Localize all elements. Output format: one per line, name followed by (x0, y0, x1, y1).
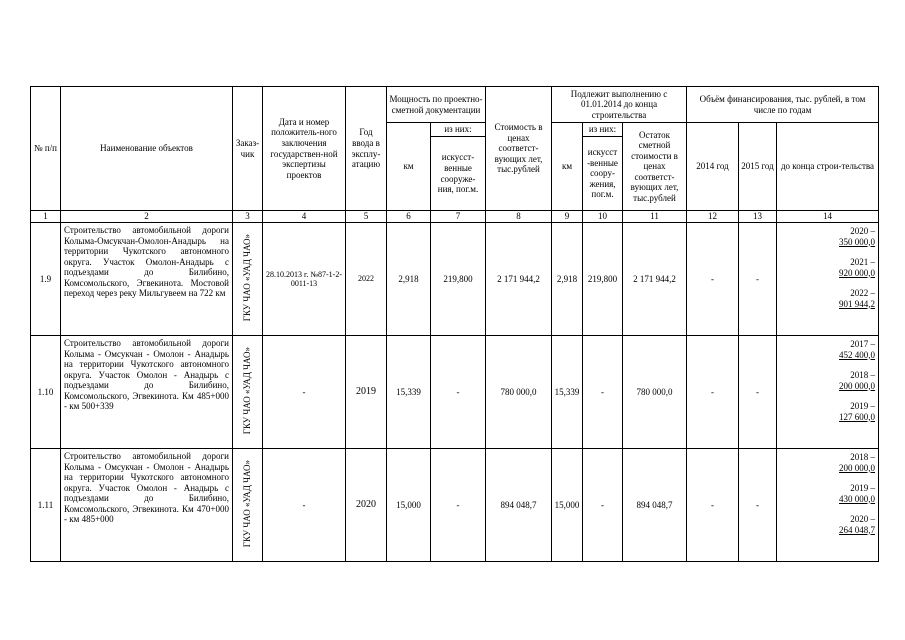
remaining-cell: 780 000,0 (623, 336, 687, 449)
header-name: Наименование объектов (61, 87, 233, 211)
col-number: 8 (486, 211, 552, 223)
fin-year: 2018 – (850, 370, 876, 381)
fin-amount: 901 944,2 (839, 298, 876, 309)
fin-amount: 264 048,7 (839, 524, 876, 535)
objects-table (30, 86, 879, 562)
row-num: 1.10 (31, 336, 61, 449)
y2014-cell: - (687, 223, 739, 336)
year-cell: 2020 (346, 449, 387, 562)
col-number: 14 (777, 211, 879, 223)
col-number: 9 (552, 211, 583, 223)
todo-km-cell: 15,000 (552, 449, 583, 562)
object-name: Строительство автомобильной дороги Колыма - Омсукчан - Омолон - Анадырь на территории Чукотского автономного округа. Участок Омолон - Анадырь с подъездами до Билибино, Комсомольского, Эгвекинота. Км 485+000 - км 500+339 (61, 336, 233, 449)
cost-cell: 780 000,0 (486, 336, 552, 449)
header-capacity-km: км (387, 123, 431, 211)
expertise-cell: - (263, 336, 346, 449)
col-number: 13 (739, 211, 777, 223)
header-cost: Стоимость в ценах соответст-вующих лет, тыс.рублей (486, 87, 552, 211)
header-todo-km: км (552, 123, 583, 211)
table-row (31, 336, 879, 449)
col-number: 2 (61, 211, 233, 223)
fin-year: 2018 – (850, 452, 876, 462)
struct-cell: 219,800 (431, 223, 486, 336)
y2015-cell: - (739, 223, 777, 336)
customer-label: ГКУ ЧАО «УАД ЧАО» (242, 347, 253, 435)
header-todo-remaining: Остаток сметной стоимости в ценах соответст-вующих лет, тыс.рублей (623, 123, 687, 211)
fin-year: 2022 – (850, 288, 876, 299)
expertise-cell: - (263, 449, 346, 562)
fin-year: 2017 – (850, 339, 876, 349)
km-cell: 15,000 (387, 449, 431, 562)
object-name: Строительство автомобильной дороги Колыма-Омсукчан-Омолон-Анадырь на территории Чукотского автономного округа. Участок Омолон-Анадырь с подъездами до Билибино, Комсомольского, Эгвекинота. Мостовой переход через реку Мильгувеем на 722 км (61, 223, 233, 336)
col-number: 5 (346, 211, 387, 223)
customer-cell (233, 336, 263, 449)
header-year-commission: Год ввода в эксплу-атацию (346, 87, 387, 211)
customer-label: ГКУ ЧАО «УАД ЧАО» (242, 460, 253, 548)
fin-cell (777, 223, 879, 336)
col-number: 4 (263, 211, 346, 223)
fin-amount: 430 000,0 (839, 493, 876, 504)
col-number: 6 (387, 211, 431, 223)
col-number: 3 (233, 211, 263, 223)
fin-amount: 200 000,0 (839, 462, 876, 473)
col-number: 10 (583, 211, 623, 223)
column-numbers-row (31, 211, 879, 223)
header-capacity-of-which: из них: (431, 123, 486, 137)
year-cell: 2019 (346, 336, 387, 449)
fin-amount: 350 000,0 (839, 236, 876, 247)
customer-label: ГКУ ЧАО «УАД ЧАО» (242, 234, 253, 322)
fin-year: 2020 – (850, 514, 876, 525)
fin-amount: 200 000,0 (839, 380, 876, 391)
table-row (31, 449, 879, 562)
col-number: 1 (31, 211, 61, 223)
fin-amount: 452 400,0 (839, 349, 876, 360)
header-todo-of-which: из них: (583, 123, 623, 137)
km-cell: 2,918 (387, 223, 431, 336)
fin-cell (777, 449, 879, 562)
header-fin-group: Объём финансирования, тыс. рублей, в том числе по годам (687, 87, 879, 123)
fin-year: 2019 – (850, 483, 876, 494)
fin-year: 2020 – (850, 226, 876, 236)
y2014-cell: - (687, 449, 739, 562)
y2015-cell: - (739, 449, 777, 562)
todo-km-cell: 15,339 (552, 336, 583, 449)
y2015-cell: - (739, 336, 777, 449)
table-row (31, 223, 879, 336)
col-number: 12 (687, 211, 739, 223)
remaining-cell: 2 171 944,2 (623, 223, 687, 336)
fin-year: 2019 – (850, 401, 876, 412)
expertise-cell: 28.10.2013 г. №87-1-2-0011-13 (263, 223, 346, 336)
header-todo-struct: искусст -венные соору-жения, пог.м. (583, 137, 623, 211)
y2014-cell: - (687, 336, 739, 449)
customer-cell (233, 223, 263, 336)
cost-cell: 894 048,7 (486, 449, 552, 562)
header-fin-end: до конца строи-тельства (777, 123, 879, 211)
year-cell: 2022 (346, 223, 387, 336)
header-fin-2014: 2014 год (687, 123, 739, 211)
todo-struct-cell: - (583, 449, 623, 562)
remaining-cell: 894 048,7 (623, 449, 687, 562)
header-expertise: Дата и номер положитель-ного заключения государствен-ной экспертизы проектов (263, 87, 346, 211)
struct-cell: - (431, 449, 486, 562)
km-cell: 15,339 (387, 336, 431, 449)
fin-year: 2021 – (850, 257, 876, 268)
fin-cell (777, 336, 879, 449)
fin-amount: 127 600,0 (839, 411, 876, 422)
header-fin-2015: 2015 год (739, 123, 777, 211)
customer-cell (233, 449, 263, 562)
cost-cell: 2 171 944,2 (486, 223, 552, 336)
todo-struct-cell: - (583, 336, 623, 449)
object-name: Строительство автомобильной дороги Колыма - Омсукчан - Омолон - Анадырь на территории Чукотского автономного округа. Участок Омолон - Анадырь с подъездами до Билибино, Комсомольского, Эгвекинота. Км 470+000 - км 485+000 (61, 449, 233, 562)
col-number: 11 (623, 211, 687, 223)
fin-amount: 920 000,0 (839, 267, 876, 278)
col-number: 7 (431, 211, 486, 223)
struct-cell: - (431, 336, 486, 449)
header-num: № п/п (31, 87, 61, 211)
todo-struct-cell: 219,800 (583, 223, 623, 336)
header-customer: Заказ-чик (233, 87, 263, 211)
header-capacity-struct: искусст-венные сооруже-ния, пог.м. (431, 137, 486, 211)
row-num: 1.9 (31, 223, 61, 336)
row-num: 1.11 (31, 449, 61, 562)
todo-km-cell: 2,918 (552, 223, 583, 336)
header-capacity-group: Мощность по проектно-сметной документации (387, 87, 486, 123)
header-todo-group: Подлежит выполнению с 01.01.2014 до конца строительства (552, 87, 687, 123)
